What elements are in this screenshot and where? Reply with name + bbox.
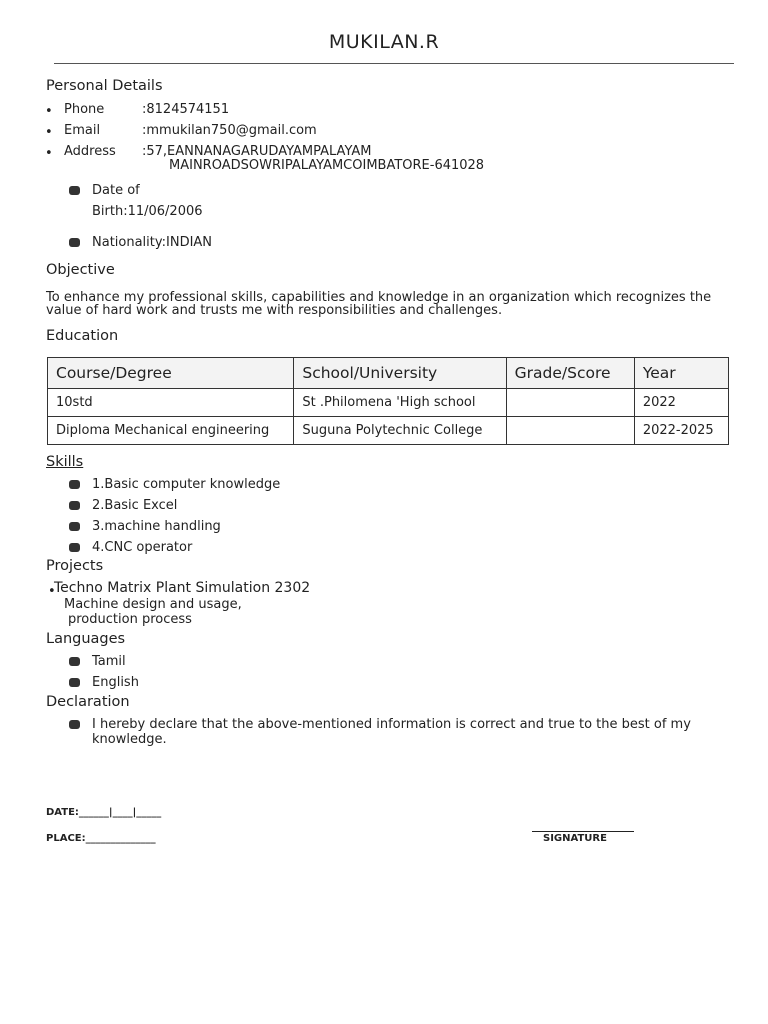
bullet-icon (69, 238, 80, 247)
nationality: Nationality:INDIAN (92, 235, 213, 250)
bullet-icon: • (48, 584, 56, 599)
column-header: School/University (294, 358, 506, 389)
objective-line-1: To enhance my professional skills, capabilities and knowledge in an organization which recognizes the (46, 290, 712, 305)
skill-item: 3.machine handling (92, 519, 221, 534)
table-cell: 10std (48, 389, 294, 417)
table-cell (506, 389, 634, 417)
table-cell: 2022 (634, 389, 728, 417)
email-label: Email (64, 123, 101, 138)
bullet-icon (69, 522, 80, 531)
column-header: Grade/Score (506, 358, 634, 389)
education-heading: Education (46, 328, 119, 344)
bullet-icon: • (45, 146, 53, 161)
address-line-1: :57,EANNANAGARUDAYAMPALAYAM (142, 144, 372, 159)
language-item: English (92, 675, 139, 690)
bullet-icon (69, 501, 80, 510)
education-table (47, 357, 729, 445)
address-label: Address (64, 144, 116, 159)
table-cell: St .Philomena 'High school (294, 389, 506, 417)
signature-line (532, 831, 634, 832)
bullet-icon (69, 678, 80, 687)
language-item: Tamil (92, 654, 126, 669)
dob-line-2: Birth:11/06/2006 (92, 204, 203, 219)
place-field: PLACE:______________ (46, 833, 156, 844)
table-header-row (48, 358, 729, 389)
objective-line-2: value of hard work and trusts me with responsibilities and challenges. (46, 303, 503, 318)
project-title: Techno Matrix Plant Simulation 2302 (54, 580, 311, 596)
date-field: DATE:______|____|_____ (46, 807, 162, 818)
skill-item: 1.Basic computer knowledge (92, 477, 281, 492)
projects-heading: Projects (46, 558, 104, 574)
signature-label: SIGNATURE (543, 833, 607, 844)
objective-heading: Objective (46, 262, 115, 278)
bullet-icon (69, 720, 80, 729)
project-description-1: Machine design and usage, (64, 597, 242, 612)
phone-value: :8124574151 (142, 102, 230, 117)
address-line-2: MAINROADSOWRIPALAYAMCOIMBATORE-641028 (169, 158, 485, 173)
table-cell: 2022-2025 (634, 417, 728, 445)
project-description-2: production process (68, 612, 192, 627)
bullet-icon: • (45, 104, 53, 119)
column-header: Year (634, 358, 728, 389)
bullet-icon (69, 543, 80, 552)
bullet-icon (69, 480, 80, 489)
languages-heading: Languages (46, 631, 126, 647)
phone-label: Phone (64, 102, 105, 117)
column-header: Course/Degree (48, 358, 294, 389)
table-cell (506, 417, 634, 445)
declaration-line-2: knowledge. (92, 732, 167, 747)
dob-line-1: Date of (92, 183, 140, 198)
candidate-name: MUKILAN.R (328, 31, 440, 53)
skill-item: 2.Basic Excel (92, 498, 178, 513)
bullet-icon: • (45, 125, 53, 140)
declaration-heading: Declaration (46, 694, 130, 710)
email-value: :mmukilan750@gmail.com (142, 123, 317, 138)
table-row (48, 417, 729, 445)
skills-heading: Skills (46, 454, 84, 470)
bullet-icon (69, 186, 80, 195)
header-divider (54, 63, 734, 64)
table-cell: Diploma Mechanical engineering (48, 417, 294, 445)
declaration-line-1: I hereby declare that the above-mentioned information is correct and true to the best of my (92, 717, 691, 732)
table-row (48, 389, 729, 417)
bullet-icon (69, 657, 80, 666)
skill-item: 4.CNC operator (92, 540, 193, 555)
table-cell: Suguna Polytechnic College (294, 417, 506, 445)
personal-details-heading: Personal Details (46, 78, 163, 94)
